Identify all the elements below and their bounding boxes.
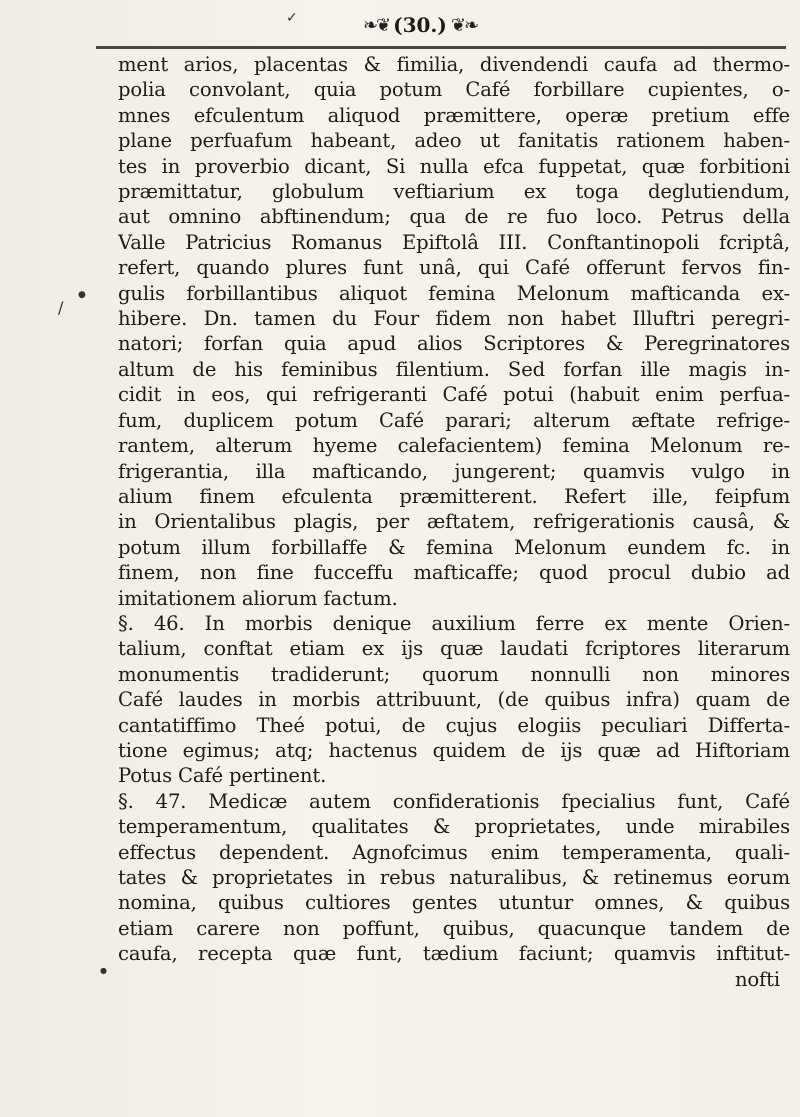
- text-line: tates & proprietates in rebus naturalibus, & retinemus eorum: [118, 866, 790, 889]
- text-line: hibere. Dn. tamen du Four fidem non habet Illuftri peregri-: [118, 307, 790, 331]
- catchword: nofti: [734, 967, 780, 991]
- left-ornament-icon: ❧❦: [362, 14, 390, 36]
- text-line: in Orientalibus plagis, per æftatem, refrigerationis causâ, &: [118, 510, 790, 534]
- text-line: etiam carere non poffunt, quibus, quacunque tandem de: [118, 916, 790, 940]
- text-line: refert, quando plures funt unâ, qui Café offerunt fervos fin-: [118, 256, 790, 280]
- margin-dot: ●: [78, 290, 86, 300]
- text-line: præmittatur, globulum veftiarium ex toga deglutiendum,: [118, 180, 790, 204]
- text-line: cantatiffimo Theé potui, de cujus elogiis peculiari Differta-: [118, 713, 790, 737]
- text-line: §. 47. Medicæ autem confiderationis fpecialius funt, Café: [118, 789, 790, 813]
- text-line: nomina, quibus cultiores gentes utuntur omnes, & quibus: [118, 891, 790, 915]
- text-line: Valle Patricius Romanus Epiftolâ III. Conftantinopoli fcriptâ,: [118, 230, 790, 254]
- page-number: (30.): [393, 13, 447, 37]
- text-line: alium finem efculenta præmitterent. Refert ille, feipfum: [118, 484, 790, 508]
- text-line: potum illum forbillaffe & femina Melonum eundem fc. in: [118, 535, 790, 559]
- text-line: natori; forfan quia apud alios Scriptores & Peregrinatores: [118, 332, 790, 356]
- text-line: aut omnino abftinendum; qua de re fuo loco. Petrus della: [118, 205, 790, 229]
- right-ornament-icon: ❦❧: [450, 14, 478, 36]
- text-line: fum, duplicem potum Café parari; alterum æftate refrige-: [118, 408, 790, 432]
- margin-mark: /: [58, 298, 64, 317]
- margin-dot-lower: ●: [100, 966, 107, 975]
- text-line: polia convolant, quia potum Café forbillare cupientes, o-: [118, 78, 790, 102]
- text-line: effectus dependent. Agnofcimus enim temperamenta, quali-: [118, 840, 790, 864]
- text-line: cidit in eos, qui refrigeranti Café potui (habuit enim perfua-: [118, 383, 790, 407]
- text-line: Potus Café pertinent.: [118, 764, 327, 788]
- text-line: mnes efculentum aliquod præmittere, operæ pretium effe: [118, 103, 790, 127]
- tick-mark: ✓: [286, 10, 298, 26]
- text-line: plane perfuafum habeant, adeo ut fanitatis rationem haben-: [118, 129, 790, 153]
- text-line: ment arios, placentas & fimilia, divendendi caufa ad thermo-: [118, 53, 790, 76]
- text-line: gulis forbillantibus aliquot femina Melonum mafticanda ex-: [118, 281, 790, 305]
- page-header: [290, 8, 550, 42]
- text-line: monumentis tradiderunt; quorum nonnulli non minores: [118, 662, 790, 686]
- text-line: finem, non fine fucceffu mafticaffe; quod procul dubio ad: [118, 561, 790, 585]
- text-line: altum de his feminibus filentium. Sed forfan ille magis in-: [118, 357, 790, 381]
- text-line: §. 46. In morbis denique auxilium ferre ex mente Orien-: [118, 611, 790, 635]
- text-line: temperamentum, qualitates & proprietates, unde mirabiles: [118, 815, 790, 839]
- text-line: rantem, alterum hyeme calefacientem) femina Melonum re-: [118, 434, 790, 458]
- body-text: [118, 52, 790, 992]
- header-rule: [96, 46, 786, 49]
- text-line: Café laudes in morbis attribuunt, (de quibus infra) quam de: [118, 688, 790, 712]
- text-line: frigerantia, illa mafticando, jungerent; quamvis vulgo in: [118, 459, 790, 483]
- text-line: caufa, recepta quæ funt, tædium faciunt; quamvis inftitut-: [118, 942, 790, 966]
- text-line: tione egimus; atq; hactenus quidem de ijs quæ ad Hiftoriam: [118, 738, 790, 762]
- text-line: tes in proverbio dicant, Si nulla efca fuppetat, quæ forbitioni: [118, 154, 790, 178]
- text-line: talium, conftat etiam ex ijs quæ laudati fcriptores literarum: [118, 637, 790, 661]
- text-line: imitationem aliorum factum.: [118, 586, 398, 610]
